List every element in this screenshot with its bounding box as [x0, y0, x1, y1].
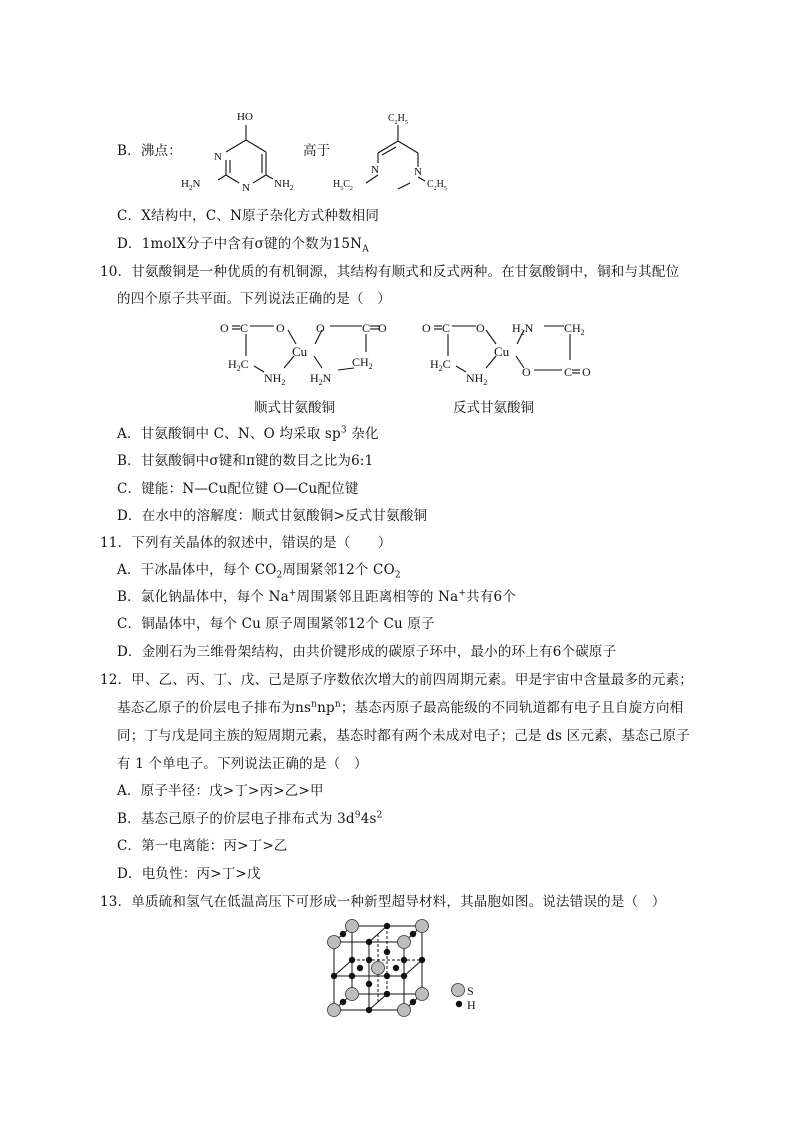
mol1-h2n-label: $H_2N$: [181, 178, 201, 192]
trans-h2n-right: $H_2N$: [512, 321, 534, 337]
q11-option-a: A．干冰晶体中，每个 $CO_2$周围紧邻12个 $CO_2$: [117, 562, 401, 581]
trans-c-bottom: C: [564, 365, 573, 379]
trans-copper-glycinate-structure: [420, 312, 595, 387]
cis-copper-glycinate-structure: [218, 312, 388, 387]
q9-compare-label: 高于: [303, 143, 331, 159]
cis-c-left: C: [240, 321, 249, 335]
q9-option-d: D．1molX分子中含有σ键的个数为$15N_A$: [117, 236, 369, 255]
pyrimidine-triethyl-structure: [330, 105, 460, 195]
q11-option-c: C．铜晶体中，每个 Cu 原子周围紧邻12个 Cu 原子: [117, 616, 435, 632]
q12-option-d: D．电负性：丙>丁>戊: [117, 866, 261, 882]
mol1-n-bottom: N: [242, 182, 250, 194]
legend-h-marker: [456, 1001, 462, 1007]
legend-s-marker: [452, 984, 465, 997]
cis-nh2-left: $NH_2$: [264, 371, 286, 387]
mol2-ethyl-top: $C_2H_5$: [388, 113, 408, 126]
q12-option-c: C．第一电离能：丙>丁>乙: [117, 838, 288, 854]
cis-o-right: O: [316, 321, 325, 335]
legend-h-label: H: [467, 998, 476, 1012]
pyrimidine-oh-nh2-structure: [178, 100, 308, 195]
legend-s-label: S: [467, 984, 474, 998]
q12-stem-line3: 同；丁与戊是同主族的短周期元素，基态时都有两个未成对电子；己是 ds 区元素，基态己原子: [117, 728, 690, 744]
q10-stem-line1: 10．甘氨酸铜是一种优质的有机铜源，其结构有顺式和反式两种。在甘氨酸铜中，铜和与其配位: [100, 264, 680, 280]
trans-c-left: C: [442, 321, 451, 335]
cis-caption: 顺式甘氨酸铜: [254, 400, 335, 416]
mol2-ethyl-right: $C_2H_5$: [427, 179, 447, 192]
q9-option-b-label: B．沸点：: [117, 143, 182, 159]
mol1-nh2-label: $NH_2$: [274, 178, 294, 192]
q11-stem: 11．下列有关晶体的叙述中，错误的是（ ）: [100, 535, 392, 551]
mol1-ho-label: HO: [237, 111, 253, 123]
cis-o-carbonyl-left: O: [220, 321, 229, 335]
q12-option-b: B．基态己原子的价层电子排布式为 $3d^94s^2$: [117, 810, 383, 827]
trans-o-bottom: O: [522, 365, 531, 379]
trans-ch2-right: $CH_2$: [564, 321, 585, 337]
trans-o-carbonyl-left: O: [422, 321, 431, 335]
q10-option-c: C．键能：N—Cu配位键 O—Cu配位键: [117, 481, 359, 497]
trans-ch2-left: $H_2C$: [430, 357, 451, 373]
cis-cu-atom: Cu: [292, 344, 308, 359]
q12-stem-line1: 12．甲、乙、丙、丁、戊、己是原子序数依次增大的前四周期元素。甲是宇宙中含量最多的元素；: [100, 672, 693, 688]
q10-option-d: D．在水中的溶解度：顺式甘氨酸铜>反式甘氨酸铜: [117, 508, 428, 524]
q13-stem: 13．单质硫和氢气在低温高压下可形成一种新型超导材料，其晶胞如图。说法错误的是（ ）: [100, 894, 666, 910]
q12-stem-line2: 基态乙原子的价层电子排布为$ns^nnp^n$；基态丙原子最高能级的不同轨道都有电子且自旋方向相: [117, 699, 684, 716]
q9-option-c: C．X结构中，C、N原子杂化方式种数相同: [117, 208, 380, 224]
cis-o-left: O: [276, 321, 285, 335]
trans-caption: 反式甘氨酸铜: [453, 400, 534, 416]
cis-c-right: C: [362, 321, 371, 335]
q10-stem-line2: 的四个原子共平面。下列说法正确的是（ ）: [117, 291, 391, 307]
q12-option-a: A．原子半径：戊>丁>丙>乙>甲: [117, 783, 324, 799]
q11-option-d: D．金刚石为三维骨架结构，由共价键形成的碳原子环中，最小的环上有6个碳原子: [117, 644, 617, 660]
cis-h2n-right: $H_2N$: [310, 371, 332, 387]
trans-nh2-left: $NH_2$: [466, 371, 488, 387]
cis-o-carbonyl-right: O: [378, 321, 387, 335]
trans-o-carbonyl-bottom: O: [582, 365, 591, 379]
mol2-n-left: N: [371, 164, 379, 176]
q10-option-a: A．甘氨酸铜中 C、N、O 均采取 $sp^3$ 杂化: [117, 425, 379, 442]
trans-cu-atom: Cu: [494, 344, 510, 359]
cis-ch2-left: $H_2C$: [228, 357, 249, 373]
trans-o-left: O: [476, 321, 485, 335]
q10-option-b: B．甘氨酸铜中σ键和π键的数目之比为6:1: [117, 453, 374, 469]
crystal-unit-cell-diagram: [322, 918, 492, 1018]
mol2-ethyl-left: $H_5C_2$: [333, 179, 353, 192]
mol1-n-left: N: [214, 151, 222, 163]
mol2-n-right: N: [414, 166, 422, 178]
cis-ch2-right: $CH_2$: [352, 355, 373, 371]
q12-stem-line4: 有 1 个单电子。下列说法正确的是（ ）: [117, 756, 368, 772]
q11-option-b: B．氯化钠晶体中，每个 Na+周围紧邻且距离相等的 Na+共有6个: [117, 588, 517, 605]
